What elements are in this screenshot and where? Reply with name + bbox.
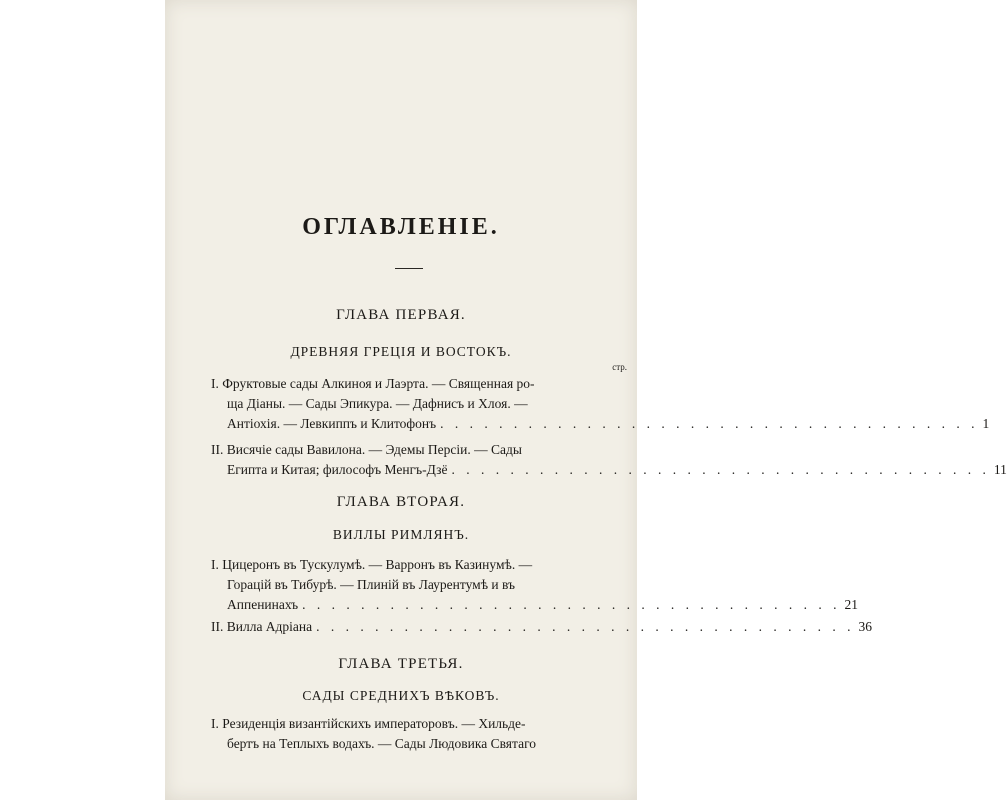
toc-page-number: 1 [982,416,990,431]
chapter-3-heading: ГЛАВА ТРЕТЬЯ. [338,656,464,672]
toc-entry-text: II. Вилла Адріана [211,619,313,634]
table-of-contents [165,0,1007,800]
book-page [165,0,1007,800]
toc-entry-line: I. Цицеронъ въ Тускулумѣ. — Варронъ въ Казинумѣ. — [211,557,533,572]
toc-page-number: 36 [858,619,873,634]
toc-entry-line: бертъ на Теплыхъ водахъ. — Сады Людовика Святаго [227,736,537,751]
chapter-2-subtitle: ВИЛЛЫ РИМЛЯНЪ. [332,527,470,542]
toc-entry-line: I. Резиденція византійскихъ императоровъ. — Хильде- [211,716,526,731]
toc-entry-line: I. Фруктовые сады Алкиноя и Лаэрта. — Священная ро- [211,376,535,391]
toc-entry-line: Горацій въ Тибурѣ. — Плиній въ Лаурентумѣ и въ [227,577,516,592]
toc-page-number: 21 [844,597,858,612]
toc-entry-line: II. Висячіе сады Вавилона. — Эдемы Персіи. — Сады [211,442,522,457]
toc-entry-line: ща Діаны. — Сады Эпикура. — Дафнисъ и Хлоя. — [227,396,528,411]
chapter-1-subtitle: ДРЕВНЯЯ ГРЕЦІЯ И ВОСТОКЪ. [290,344,512,359]
toc-page-number: 11 [993,462,1007,477]
leader-dots: . . . . . . . . . . . . . . . . . . . . . . . . . . . . . . . . . . . . . [302,597,841,612]
leader-dots: . . . . . . . . . . . . . . . . . . . . . . . . . . . . . . . . . . . . . [451,462,990,477]
leader-dots: . . . . . . . . . . . . . . . . . . . . . . . . . . . . . . . . . . . . . [440,416,979,431]
chapter-1-heading: ГЛАВА ПЕРВАЯ. [336,307,466,323]
page-column-label: стр. [612,362,627,372]
toc-entry-text: Антіохія. — Левкиппъ и Клитофонъ [227,416,437,431]
title-rule [395,268,423,269]
chapter-3-subtitle: САДЫ СРЕДНИХЪ ВѢКОВЪ. [302,688,500,703]
chapter-2-heading: ГЛАВА ВТОРАЯ. [336,494,466,510]
leader-dots: . . . . . . . . . . . . . . . . . . . . . . . . . . . . . . . . . . . . . [316,619,855,634]
toc-entry-text: Египта и Китая; философъ Менгъ-Дзё [227,462,448,477]
toc-entry-text: Аппенинахъ [227,597,299,612]
page-title: ОГЛАВЛЕНІЕ. [302,214,500,240]
